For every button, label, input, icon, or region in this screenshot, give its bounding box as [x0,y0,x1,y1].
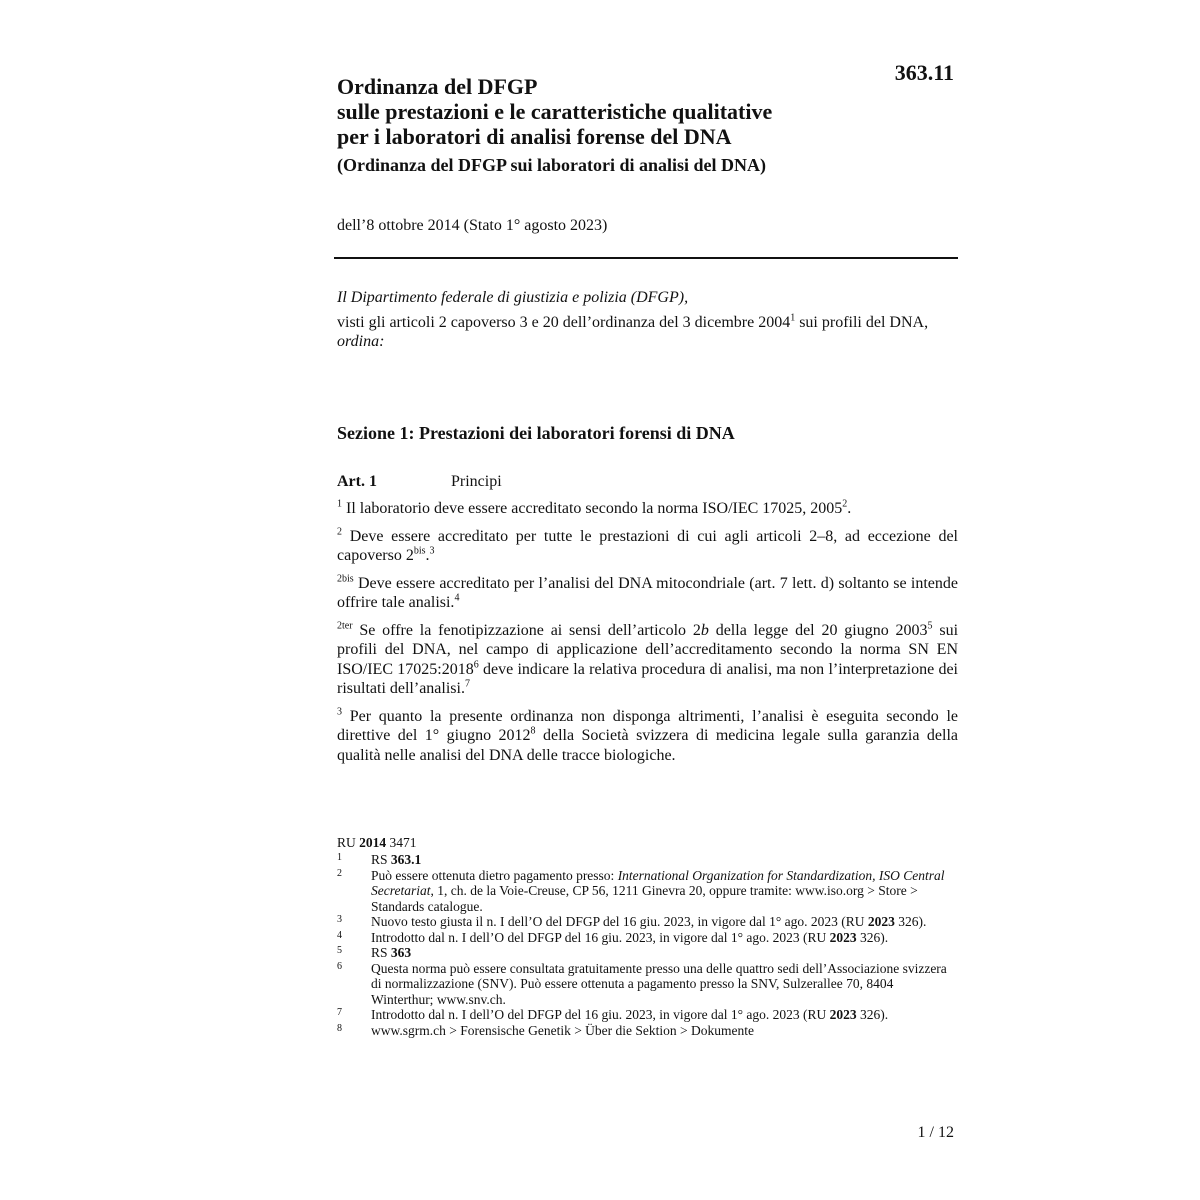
footnote-6: 6 Questa norma può essere consultata gratuitamente presso una delle quattro sedi dell’Associazione svizzera di normalizzazione (SNV). Può essere ottenuta a pagamento presso la SNV, Sulzerallee 70, 8404 Winterthur; www.snv.ch. [337,960,947,1007]
page-number: 1 / 12 [917,1124,954,1141]
paragraph-2ter: $^{2ter}$ Se offre la fenotipizzazione ai sensi dell’articolo 2b della legge del 20 giugno 2003$^5$ sui profili del DNA, nel campo di applicazione dell’accreditamento secondo la norma SN EN ISO/IEC 17025:2018$^6$ deve indicare la relativa procedura di analisi, ma non l’interpretazione dei risultati dell’analisi.$^7$ [337,620,959,697]
short-title: (Ordinanza del DFGP sui laboratori di analisi del DNA) [337,155,767,175]
footnote-1: 1 RS 363.1 [337,852,422,867]
paragraph-3: $^3$ Per quanto la presente ordinanza non disponga altrimenti, l’analisi è eseguita secondo le direttive del 1° giugno 2012$^8$ della Società svizzera di medicina legale sulla garanzia della qualità nelle analisi del DNA delle tracce biologiche. [337,706,958,764]
article-title: Principi [451,473,502,490]
section-heading: Sezione 1: Prestazioni dei laboratori forensi di DNA [337,423,735,443]
title-line-1: Ordinanza del DFGP [337,74,538,99]
sr-number: 363.11 [894,60,954,85]
ru-reference: RU 2014 3471 [337,835,417,850]
article-1 [337,473,958,765]
footnotes [337,834,958,1038]
footnote-ref-5[interactable]: 5 [927,620,933,632]
date-line: dell’8 ottobre 2014 (Stato 1° agosto 2023) [337,217,608,234]
paragraph-2: $^2$ Deve essere accreditato per tutte le prestazioni di cui agli articoli 2–8, ad eccezione del capoverso $2^{bis}.^3$ [337,526,958,564]
footnote-ref-4[interactable]: 4 [454,592,460,604]
title-block [337,74,877,177]
footnote-ref-6[interactable]: 6 [473,659,479,671]
article-number: Art. 1 [337,473,377,490]
header-divider [334,257,958,259]
footnote-ref-8[interactable]: 8 [530,725,536,737]
title-line-3: per i laboratori di analisi forense del DNA [337,124,732,149]
article-header [337,473,958,491]
footnote-ref-1[interactable]: 1 [790,312,796,324]
footnote-7: 7 Introdotto dal n. I dell’O del DFGP del 16 giu. 2023, in vigore dal 1° ago. 2023 (RU 2023 326). [337,1007,889,1022]
preamble-basis: visti gli articoli 2 capoverso 3 e 20 dell’ordinanza del 3 dicembre 2004$^1$ sui profili del DNA, [337,312,929,331]
footnote-ref-2[interactable]: 2 [842,498,848,510]
document-page [337,0,958,1200]
footnote-ref-7[interactable]: 7 [464,678,470,690]
footnote-ref-3[interactable]: 3 [429,545,435,557]
title-line-2: sulle prestazioni e le caratteristiche qualitative [337,99,773,124]
preamble-authority: Il Dipartimento federale di giustizia e polizia (DFGP), [337,289,689,306]
footnote-5: 5 RS 363 [337,945,412,960]
footnote-3: 3 Nuovo testo giusta il n. I dell’O del DFGP del 16 giu. 2023, in vigore dal 1° ago. 2023 (RU 2023 326). [337,914,927,929]
preamble-decree: ordina: [337,333,385,350]
footnote-8: 8 www.sgrm.ch > Forensische Genetik > Über die Sektion > Dokumente [337,1022,755,1038]
paragraph-1: $^1$ Il laboratorio deve essere accreditato secondo la norma ISO/IEC 17025, 2005$^2$. [337,498,852,517]
preamble [337,288,958,351]
footnote-4: 4 Introdotto dal n. I dell’O del DFGP del 16 giu. 2023, in vigore dal 1° ago. 2023 (RU 2023 326). [337,929,889,945]
paragraph-2bis: $^{2bis}$ Deve essere accreditato per l’analisi del DNA mitocondriale (art. 7 lett. d) soltanto se intende offrire tale analisi.$^4$ [337,573,958,611]
footnote-2: 2 Può essere ottenuta dietro pagamento presso: International Organization for Standardization, ISO Central Secretariat, 1, ch. de la Voie-Creuse, CP 56, 1211 Ginevra 20, oppure tramite: www.iso.org > Store > Standards catalogue. [337,867,945,914]
